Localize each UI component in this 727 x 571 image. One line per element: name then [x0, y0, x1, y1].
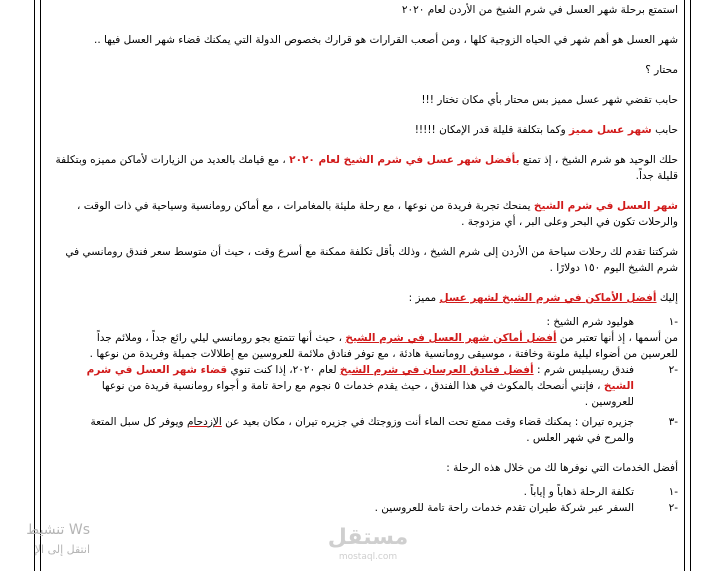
list-item: [50, 484, 678, 500]
text-segment: ، فإنني أنصحك بالمكوث في هذا الفندق ، حيث يقدم خدمات ٥ نجوم مع راحة تامة و أجواء رومانسية فريدة من نوعها للعروسين .: [101, 380, 634, 408]
list-number: -٣: [668, 416, 678, 428]
text-segment: وكما بتكلفة قليلة قدر الإمكان !!!!!: [414, 124, 566, 136]
text-segment: من أسمها ، إذ أنها تعتبر من: [559, 332, 678, 344]
mostaql-logo: [318, 525, 418, 571]
places-list: [50, 314, 678, 330]
text-segment: لعام ٢٠٢٠، إذا كنت تنوي: [230, 364, 337, 376]
document-title-line: استمتع برحلة شهر العسل في شرم الشيخ من الأردن لعام ٢٠٢٠: [401, 4, 678, 16]
services-list: [50, 484, 678, 516]
highlight-text: أفضل أماكن شهر العسل في شرم الشيخ: [345, 332, 557, 344]
list-item: [50, 362, 678, 410]
page-border-right: [684, 0, 691, 571]
list-number: -١: [668, 316, 678, 328]
paragraph-special: [50, 122, 678, 138]
paragraph-solution: [50, 152, 678, 184]
text-segment: مميز :: [408, 292, 437, 304]
paragraph-experience: [50, 198, 678, 230]
text-segment: حلك الوحيد هو شرم الشيخ ، إذ تمتع: [522, 154, 678, 166]
text-segment: جزيره تيران : يمكنك قضاء وقت ممتع تحت الماء أنت وزوجتك في جزيره تيران ، مكان بعيد عن: [225, 416, 634, 428]
list-item-text: تكلفة الرحلة ذهاباً و إياباً .: [523, 486, 634, 498]
list-item: [50, 314, 678, 330]
paragraph-choose: حابب تقضي شهر عسل مميز بس محتار بأي مكان تختار !!!: [421, 94, 678, 106]
page-border-left: [34, 0, 41, 571]
watermark-line: تنشيط Ws: [26, 522, 90, 538]
question-line: محتار ؟: [645, 64, 678, 76]
document-body: [50, 0, 678, 516]
logo-name: مستقل: [327, 525, 409, 550]
highlight-text: أفضل الأماكن في شرم الشيخ لشهر عسل: [439, 292, 657, 304]
list-item: [50, 414, 678, 446]
list-item-title: هوليود شرم الشيخ :: [546, 316, 634, 328]
list-item-body: [50, 330, 678, 362]
list-number: -٢: [668, 502, 678, 514]
highlight-text: شهر العسل في شرم الشيخ: [533, 200, 678, 212]
services-intro: أفضل الخدمات التي نوفرها لك من خلال هذه الرحلة :: [446, 462, 678, 474]
list-item-text: السفر عبر شركة طيران تقدم خدمات راحة تامة للعروسين .: [374, 502, 634, 514]
text-segment: ويوفر كل سبل المتعة والمرح في شهر العلس .: [90, 416, 634, 444]
text-segment: يمنحك تجربة فريدة من نوعها ، مع رحلة مليئة بالمغامرات ، مع أماكن رومانسية وسياحية في ذات الوقت ، والرحلات تكون في البحر وعلى البر ، أي مزدوجة .: [77, 200, 678, 228]
highlight-text: قضاء شهر العسل في شرم الشيخ: [86, 364, 634, 392]
text-segment: حابب: [655, 124, 678, 136]
spellcheck-underlined-text: الإزدحام: [186, 416, 222, 428]
activation-watermark: [0, 520, 90, 560]
paragraph-company: شركتنا تقدم لك رحلات سياحة من الأردن إلى شرم الشيخ ، وذلك بأقل تكلفة ممكنة مع أسرع وقت ، حيث أن متوسط سعر فندق رومانسي في شرم الشيخ اليوم ١٥٠ دولارًا .: [65, 246, 678, 274]
list-number: -١: [668, 486, 678, 498]
text-segment: ، حيث أنها تتمتع بجو رومانسي ليلي رائع جداً ، وملائم جداً للعرسين من أضواء ليلية ملونة وخافتة ، موسيقى رومانسية هادئة ، مع توفر فنادق ملائمة للعروسين مع إطلالات جميلة وفريدة من نوعها .: [89, 332, 678, 360]
logo-domain: mostaql.com: [338, 552, 398, 562]
paragraph-intro: شهر العسل هو أهم شهر في الحياه الزوجية كلها ، ومن أصعب القرارات هو قرارك بخصوص الدولة التي يمكنك قضاء شهر العسل فيها ..: [94, 34, 678, 46]
list-item: [50, 500, 678, 516]
text-segment: ، مع قيامك بالعديد من الزيارات لأماكن مميزه وبتكلفة قليلة جداً.: [55, 154, 678, 182]
watermark-line: انتقل إلى الإ: [34, 543, 90, 556]
highlight-text: أفضل فنادق العرسان في شرم الشيخ: [339, 364, 534, 376]
list-intro: [50, 290, 678, 306]
text-segment: فندق ريسيليس شرم :: [536, 364, 634, 376]
text-segment: إليك: [659, 292, 678, 304]
highlight-text: بأفضل شهر عسل في شرم الشيخ لعام ٢٠٢٠: [289, 154, 520, 166]
highlight-text: شهر عسل مميز: [569, 124, 652, 136]
places-list-continued: [50, 362, 678, 446]
list-number: -٢: [668, 364, 678, 376]
